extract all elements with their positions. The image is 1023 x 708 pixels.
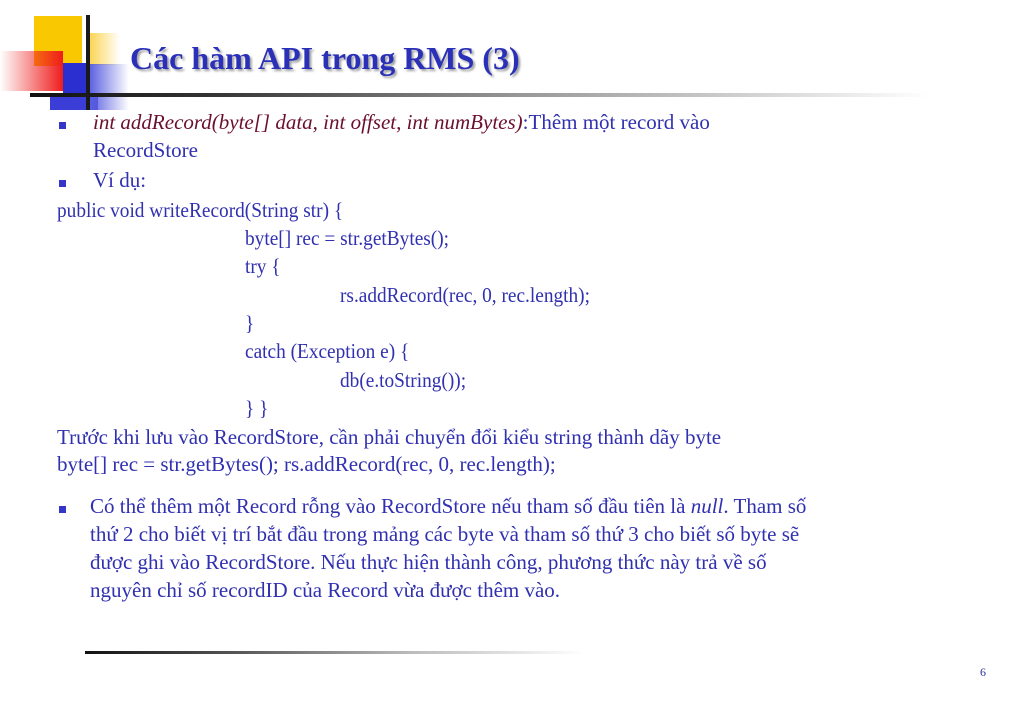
decor-yellow-fade [88,33,120,65]
bullet3-line1 [90,492,806,521]
bullet3-line2: thứ 2 cho biết vị trí bắt đầu trong mảng các byte và tham số thứ 3 cho biết số byte sẽ [90,522,800,546]
note-line: Trước khi lưu vào RecordStore, cần phải chuyển đổi kiểu string thành dãy byte [57,425,722,449]
note-line: byte[] rec = str.getBytes(); rs.addRecord(rec, 0, rec.length); [57,452,556,476]
bullet3-line4: nguyên chỉ số recordID của Record vừa được thêm vào. [90,578,561,602]
footer-line [85,651,585,654]
method-description: :Thêm một record vào [522,110,710,134]
page-number: 6 [980,665,986,679]
code-line: public void writeRecord(String str) { [57,198,344,222]
bullet3-text: . Tham số [723,494,807,518]
decor-red-gradient [0,51,63,91]
example-label: Ví dụ: [93,168,147,192]
bullet-icon [59,122,66,129]
method-signature: int addRecord(byte[] data, int offset, int numBytes) [93,110,523,134]
bullet3-line3: được ghi vào RecordStore. Nếu thực hiện thành công, phương thức này trả về số [90,550,767,574]
code-line: byte[] rec = str.getBytes(); [245,226,450,250]
decor-vertical-line [86,15,90,110]
slide-title: Các hàm API trong RMS (3) [130,40,520,76]
code-line: db(e.toString()); [340,368,467,392]
null-keyword: null [690,494,724,518]
title-underline [30,93,930,97]
code-line: rs.addRecord(rec, 0, rec.length); [340,283,590,307]
bullet3-text: Có thể thêm một Record rỗng vào RecordStore nếu tham số đầu tiên là [90,494,691,518]
code-line: try { [245,254,281,278]
bullet1-line2: RecordStore [93,138,198,162]
bullet-icon [59,506,66,513]
bullet1-line1 [93,108,710,137]
code-line: } } [245,396,269,420]
code-line: } [245,311,255,335]
code-line: catch (Exception e) { [245,339,410,363]
decor-blue-fade [89,64,129,110]
bullet-icon [59,180,66,187]
